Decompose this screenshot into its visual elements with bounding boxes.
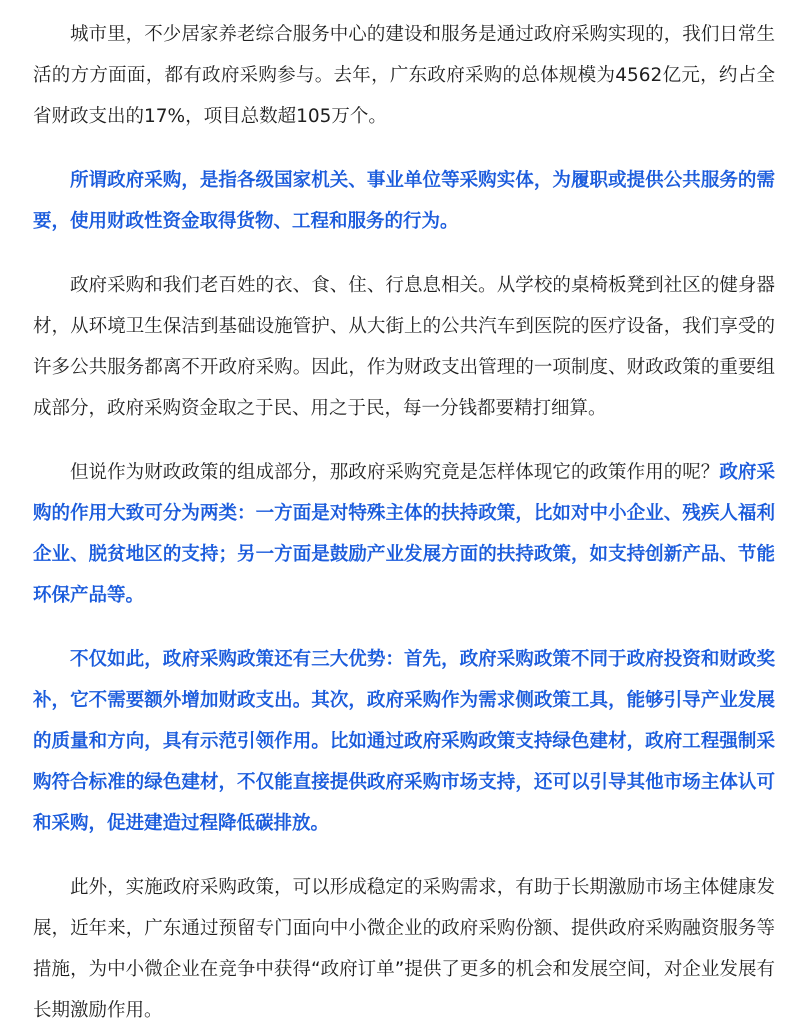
paragraph-elderly-care-intro: 城市里，不少居家养老综合服务中心的建设和服务是通过政府采购实现的，我们日常生活的方方面面，都有政府采购参与。去年，广东政府采购的总体规模为4562亿元，约占全省财政支出的17%，项目总数超105万个。 xyxy=(33,24,775,127)
paragraph-definition-highlight: 所谓政府采购，是指各级国家机关、事业单位等采购实体，为履职或提供公共服务的需要，使用财政性资金取得货物、工程和服务的行为。 xyxy=(33,170,775,232)
policy-role-question: 但说作为财政政策的组成部分，那政府采购究竟是怎样体现它的政策作用的呢？ xyxy=(70,462,720,483)
paragraph-sme-support: 此外，实施政府采购政策，可以形成稳定的采购需求，有助于长期激励市场主体健康发展，近年来，广东通过预留专门面向中小微企业的政府采购份额、提供政府采购融资服务等措施，为中小微企业在竞争中获得“政府订单”提供了更多的机会和发展空间，对企业发展有长期激励作用。 xyxy=(33,877,775,1021)
paragraph-daily-life: 政府采购和我们老百姓的衣、食、住、行息息相关。从学校的桌椅板凳到社区的健身器材，从环境卫生保洁到基础设施管护、从大街上的公共汽车到医院的医疗设备，我们享受的许多公共服务都离不开政府采购。因此，作为财政支出管理的一项制度、财政政策的重要组成部分，政府采购资金取之于民、用之于民，每一分钱都要精打细算。 xyxy=(33,275,775,419)
policy-role-highlight: 政府采购的作用大致可分为两类：一方面是对特殊主体的扶持政策，比如对中小企业、残疾人福利企业、脱贫地区的支持；另一方面是鼓励产业发展方面的扶持政策，如支持创新产品、节能环保产品等。 xyxy=(33,462,775,606)
paragraph-policy-role xyxy=(33,452,775,616)
paragraph-three-advantages-highlight: 不仅如此，政府采购政策还有三大优势：首先，政府采购政策不同于政府投资和财政奖补，它不需要额外增加财政支出。其次，政府采购作为需求侧政策工具，能够引导产业发展的质量和方向，具有示范引领作用。比如通过政府采购政策支持绿色建材，政府工程强制采购符合标准的绿色建材，不仅能直接提供政府采购市场支持，还可以引导其他市场主体认可和采购，促进建造过程降低碳排放。 xyxy=(33,649,775,834)
